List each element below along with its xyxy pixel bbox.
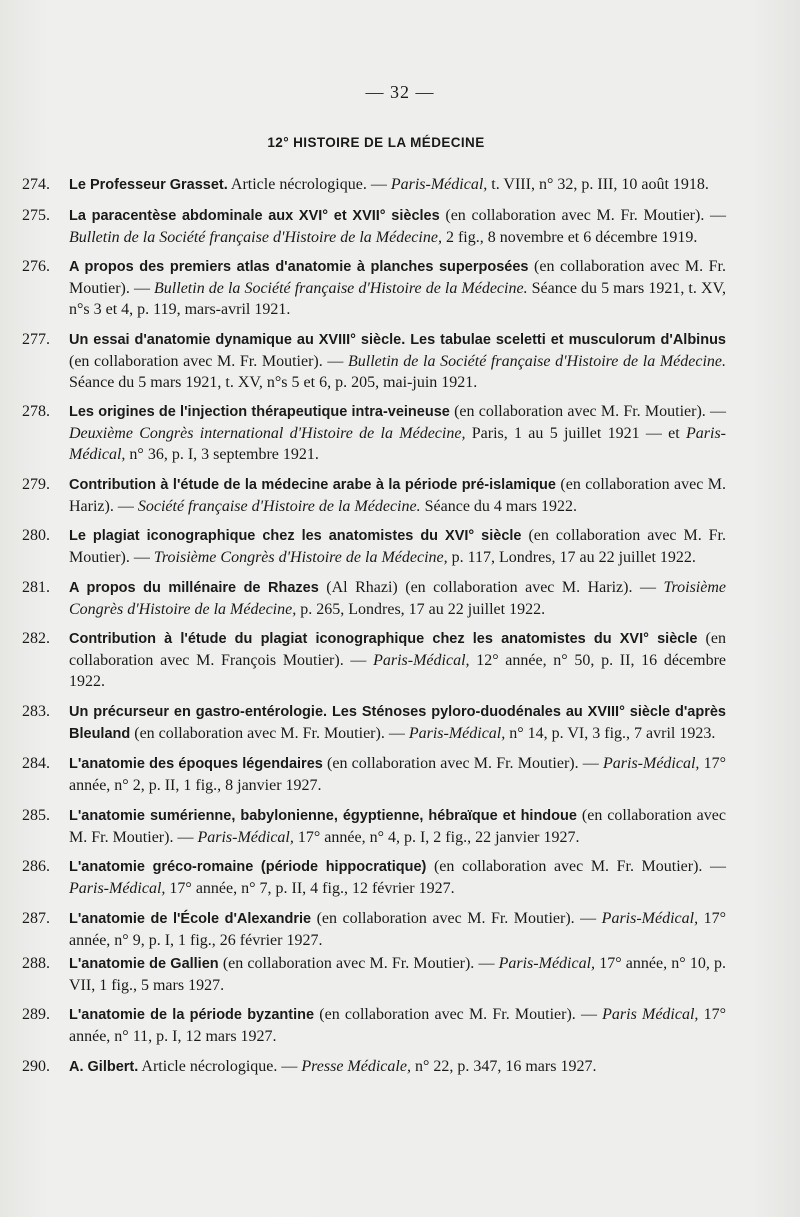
bibliography-entry	[22, 953, 726, 996]
entry-text: (en collaboration avec M. Fr. Moutier). —	[439, 206, 727, 224]
entry-title: Contribution à l'étude du plagiat iconographique chez les anatomistes du XVI° siècle	[69, 631, 698, 647]
entry-publication: Bulletin de la Société française d'Histoire de la Médecine.	[154, 280, 528, 297]
entry-publication: Société française d'Histoire de la Médecine.	[137, 497, 421, 515]
entry-publication: Paris-Médical,	[69, 425, 726, 463]
entry-text: n° 36, p. I, 3 septembre 1921.	[125, 446, 319, 463]
entry-publication: Paris-Médical,	[603, 755, 700, 772]
entry-text: Article nécrologique. —	[227, 176, 391, 193]
entry-text: (en collaboration avec M. Fr. Moutier). —	[426, 858, 726, 875]
entry-publication: Paris-Médical,	[601, 909, 699, 927]
entry-text: (Al Rhazi) (en collaboration avec M. Hariz). —	[318, 578, 664, 596]
entry-text: 17° année, n° 9, p. I, 1 fig., 26 février 1927.	[69, 909, 726, 949]
entry-publication: Bulletin de la Société française d'Histoire de la Médecine,	[69, 228, 442, 246]
entry-text: 17° année, n° 4, p. I, 2 fig., 22 janvier 1927.	[293, 828, 580, 846]
bibliography-entry	[22, 329, 726, 393]
entry-number: 279.	[22, 475, 50, 493]
entry-number: 287.	[22, 909, 50, 927]
entry-publication: Paris-Médical,	[408, 724, 506, 742]
entry-text: (en collaboration avec M. Fr. Moutier). —	[69, 258, 726, 297]
entry-publication: Troisième Congrès d'Histoire de la Médecine,	[69, 578, 726, 618]
entry-number: 286.	[22, 858, 50, 875]
entry-text: (en collaboration avec M. Fr. Moutier). —	[69, 527, 727, 566]
bibliography-list	[22, 174, 726, 1086]
entry-title: Contribution à l'étude de la médecine arabe à la période pré-islamique	[69, 476, 556, 493]
entry-text: p. 265, Londres, 17 au 22 juillet 1922.	[296, 600, 546, 618]
entry-title: Les origines de l'injection thérapeutique intra-veineuse	[69, 404, 450, 420]
entry-text: t. VIII, n° 32, p. III, 10 août 1918.	[487, 176, 709, 193]
entry-title: L'anatomie sumérienne, babylonienne, égyptienne, hébraïque et hindoue	[69, 807, 577, 824]
bibliography-entry	[22, 1056, 726, 1078]
entry-text: Article nécrologique. —	[138, 1057, 302, 1075]
bibliography-entry	[22, 525, 726, 568]
entry-title: L'anatomie de Gallien	[69, 955, 219, 972]
entry-publication: Presse Médicale,	[301, 1057, 411, 1075]
entry-number: 285.	[22, 806, 50, 824]
entry-text: (en collaboration avec M. Hariz). —	[69, 475, 726, 515]
entry-text: n° 22, p. 347, 16 mars 1927.	[410, 1057, 597, 1075]
entry-title: A. Gilbert.	[69, 1058, 139, 1075]
entry-number: 281.	[22, 578, 50, 596]
bibliography-entry	[22, 577, 726, 620]
entry-number: 288.	[22, 954, 50, 972]
entry-title: L'anatomie de la période byzantine	[69, 1007, 315, 1023]
entry-title: La paracentèse abdominale aux XVI° et XVII° siècles	[69, 207, 440, 224]
bibliography-entry	[22, 805, 726, 848]
entry-number: 282.	[22, 630, 50, 647]
section-title: 12° HISTOIRE DE LA MÉDECINE	[267, 135, 485, 150]
entry-title: A propos des premiers atlas d'anatomie à planches superposées	[69, 259, 529, 275]
entry-number: 275.	[22, 206, 50, 224]
entry-publication: Deuxième Congrès international d'Histoire de la Médecine,	[69, 425, 466, 442]
entry-text: (en collaboration avec M. Fr. Moutier). —	[322, 755, 603, 772]
entry-publication: Paris-Médical,	[373, 652, 470, 669]
entry-title: L'anatomie de l'École d'Alexandrie	[69, 910, 312, 927]
bibliography-entry	[22, 856, 726, 899]
entry-text: p. 117, Londres, 17 au 22 juillet 1922.	[447, 549, 696, 566]
entry-title: Le plagiat iconographique chez les anatomistes du XVI° siècle	[69, 528, 522, 544]
entry-number: 278.	[22, 403, 50, 420]
entry-publication: Paris-Médical,	[498, 954, 596, 972]
bibliography-entry	[22, 753, 726, 796]
bibliography-entry	[22, 205, 726, 248]
entry-publication: Bulletin de la Société française d'Histoire de la Médecine.	[348, 352, 727, 370]
entry-text: Séance du 4 mars 1922.	[420, 497, 578, 515]
entry-text: (en collaboration avec M. Fr. Moutier). —	[311, 909, 602, 927]
bibliography-entry	[22, 701, 726, 745]
entry-title: L'anatomie des époques légendaires	[69, 756, 323, 772]
entry-number: 289.	[22, 1006, 50, 1023]
entry-text: (en collaboration avec M. François Moutier). —	[69, 630, 726, 669]
entry-number: 280.	[22, 527, 50, 544]
entry-publication: Troisième Congrès d'Histoire de la Médecine,	[153, 549, 448, 566]
entry-number: 276.	[22, 258, 50, 275]
entry-text: Paris, 1 au 5 juillet 1921 — et	[465, 425, 686, 442]
entry-text: Séance du 5 mars 1921, t. XV, n°s 3 et 4, p. 119, mars-avril 1921.	[69, 280, 726, 318]
entry-text: (en collaboration avec M. Fr. Moutier). —	[69, 806, 726, 846]
entry-text: n° 14, p. VI, 3 fig., 7 avril 1923.	[505, 724, 716, 742]
bibliography-entry	[22, 628, 726, 692]
entry-number: 274.	[22, 176, 50, 193]
entry-title: Un précurseur en gastro-entérologie. Les Sténoses pyloro-duodénales au XVIII° siècle d'après Bleuland	[69, 703, 726, 742]
entry-text: (en collaboration avec M. Fr. Moutier). —	[218, 954, 499, 972]
entry-title: A propos du millénaire de Rhazes	[69, 579, 319, 596]
entry-title: L'anatomie gréco-romaine (période hippocratique)	[69, 859, 427, 875]
entry-text: 17° année, n° 2, p. II, 1 fig., 8 janvier 1927.	[69, 755, 727, 794]
entry-publication: Paris-Médical,	[69, 880, 166, 897]
entry-text: 17° année, n° 10, p. VII, 1 fig., 5 mars 1927.	[69, 954, 726, 994]
page-number: — 32 —	[365, 82, 435, 102]
entry-title: Le Professeur Grasset.	[69, 177, 228, 193]
entry-publication: Paris-Médical,	[390, 176, 488, 193]
entry-publication: Paris-Médical,	[197, 828, 294, 846]
entry-text: 17° année, n° 7, p. II, 4 fig., 12 février 1927.	[165, 880, 455, 897]
entry-number: 284.	[22, 755, 50, 772]
entry-text: (en collaboration avec M. Fr. Moutier). —	[69, 352, 349, 370]
entry-text: (en collaboration avec M. Fr. Moutier). —	[449, 403, 726, 420]
entry-text: 12° année, n° 50, p. II, 16 décembre 1922.	[69, 652, 727, 690]
entry-text: 17° année, n° 11, p. I, 12 mars 1927.	[69, 1006, 727, 1045]
entry-publication: Paris Médical,	[602, 1006, 699, 1023]
bibliography-entry	[22, 401, 726, 465]
bibliography-entry	[22, 174, 726, 196]
bibliography-entry	[22, 1004, 726, 1047]
bibliography-entry	[22, 474, 726, 517]
entry-text: Séance du 5 mars 1921, t. XV, n°s 5 et 6, p. 205, mai-juin 1921.	[69, 373, 478, 391]
entry-text: (en collaboration avec M. Fr. Moutier). —	[130, 724, 409, 742]
entry-number: 283.	[22, 702, 50, 720]
entry-text: (en collaboration avec M. Fr. Moutier). —	[314, 1006, 603, 1023]
entry-text: 2 fig., 8 novembre et 6 décembre 1919.	[441, 228, 698, 246]
entry-title: Un essai d'anatomie dynamique au XVIII° siècle. Les tabulae sceletti et musculorum d'Albinus	[69, 331, 726, 348]
entry-number: 277.	[22, 330, 50, 348]
entry-number: 290.	[22, 1057, 50, 1075]
bibliography-entry	[22, 908, 726, 951]
bibliography-entry	[22, 256, 726, 320]
